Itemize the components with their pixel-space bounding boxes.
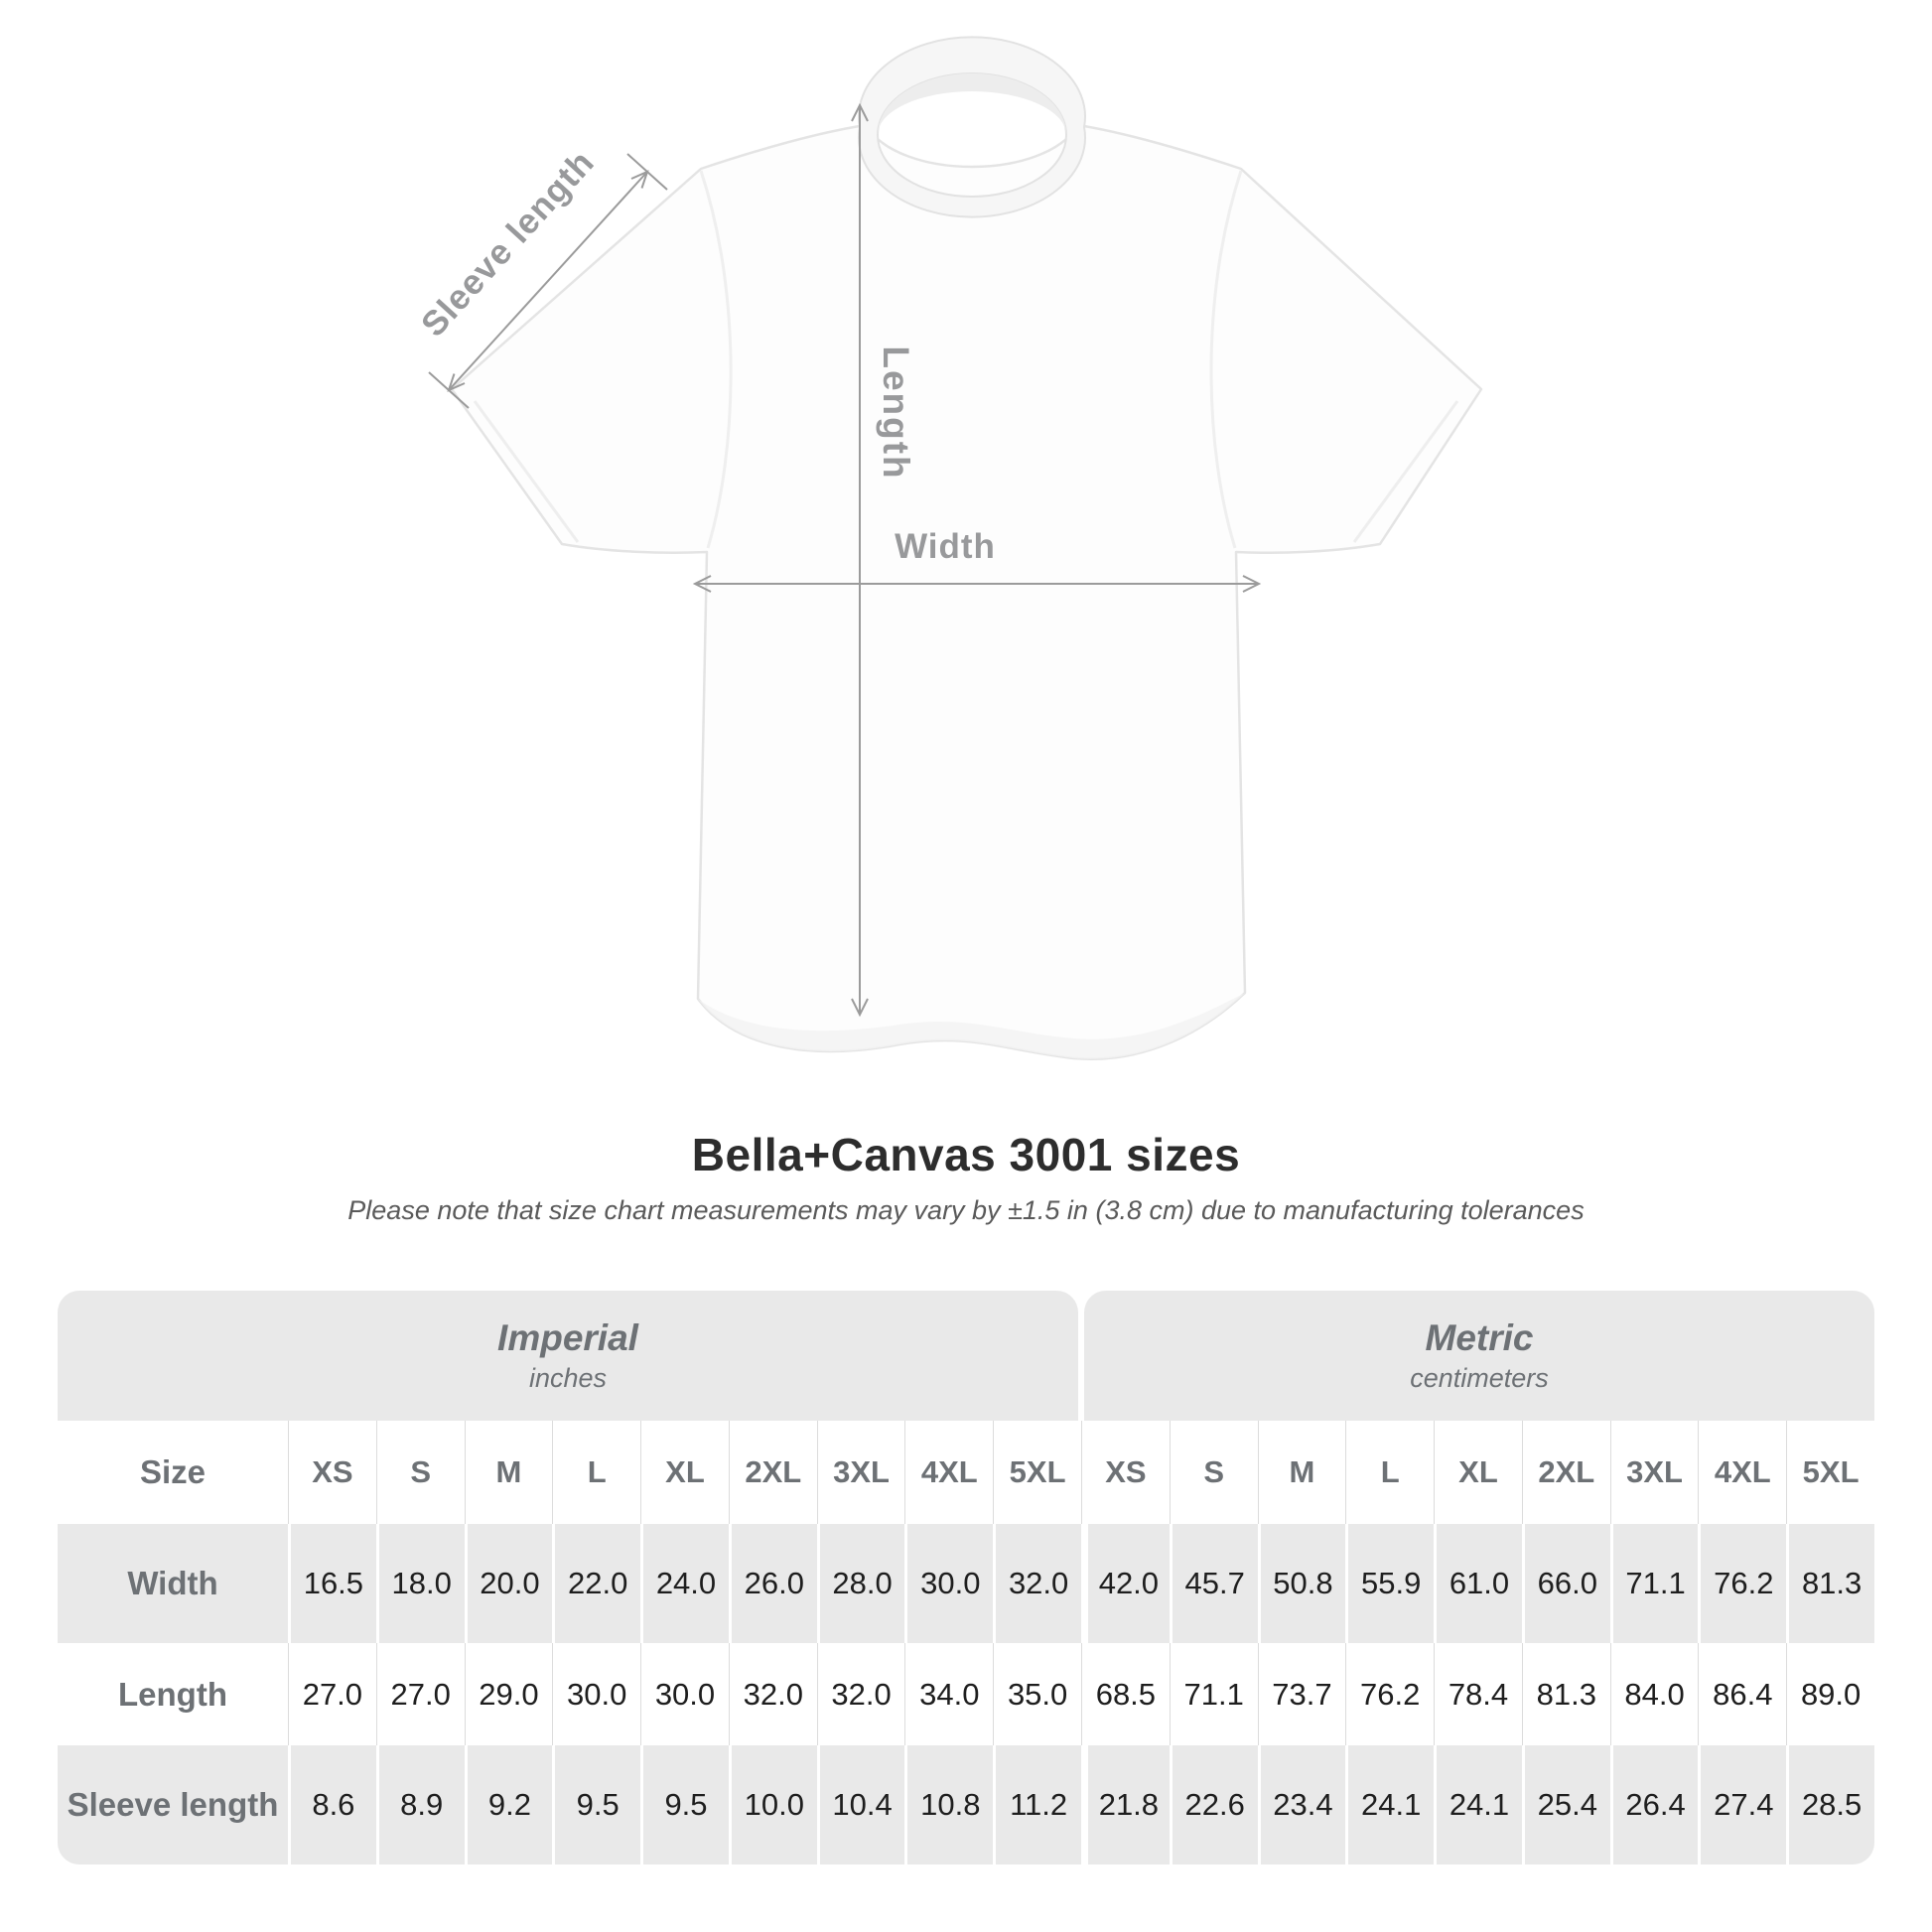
width-value-cell: 42.0 [1081,1524,1170,1643]
width-value-cell: 66.0 [1522,1524,1610,1643]
sleeve-value-cell: 22.6 [1170,1745,1258,1864]
sleeve-value-cell: 24.1 [1434,1745,1522,1864]
width-value-cell: 76.2 [1698,1524,1786,1643]
size-table [58,1291,1874,1864]
length-label: Length [876,345,916,481]
sleeve-value-cell: 8.6 [288,1745,376,1864]
sleeve-value-cell: 8.9 [376,1745,465,1864]
sleeve-value-cell: 28.5 [1786,1745,1874,1864]
width-value-cell: 28.0 [817,1524,905,1643]
length-value-cell: 76.2 [1345,1643,1434,1745]
width-value-cell: 61.0 [1434,1524,1522,1643]
sleeve-value-cell: 9.2 [465,1745,553,1864]
length-value-cell: 73.7 [1258,1643,1346,1745]
sleeve-value-cell: 9.5 [552,1745,640,1864]
sleeve-value-cell: 9.5 [640,1745,729,1864]
length-value-cell: 89.0 [1786,1643,1874,1745]
metric-section-title: Metric [1425,1317,1534,1358]
size-header-cell: S [376,1421,465,1524]
sleeve-value-cell: 26.4 [1610,1745,1699,1864]
sleeve-row-label: Sleeve length [58,1745,288,1864]
sleeve-value-cell: 10.4 [817,1745,905,1864]
length-value-cell: 86.4 [1698,1643,1786,1745]
sleeve-value-cell: 23.4 [1258,1745,1346,1864]
size-header-cell: 4XL [1698,1421,1786,1524]
sleeve-value-cell: 10.8 [904,1745,993,1864]
size-header-cell: S [1170,1421,1258,1524]
size-header-cell: L [1345,1421,1434,1524]
sleeve-value-cell: 21.8 [1081,1745,1170,1864]
size-header-cell: 5XL [1786,1421,1874,1524]
tolerance-note: Please note that size chart measurements may vary by ±1.5 in (3.8 cm) due to manufacturing tolerances [347,1195,1585,1225]
size-header-cell: XL [640,1421,729,1524]
size-header-cell: M [1258,1421,1346,1524]
width-value-cell: 45.7 [1170,1524,1258,1643]
length-value-cell: 78.4 [1434,1643,1522,1745]
length-value-cell: 32.0 [817,1643,905,1745]
sleeve-value-cell: 27.4 [1698,1745,1786,1864]
length-value-cell: 84.0 [1610,1643,1699,1745]
width-value-cell: 18.0 [376,1524,465,1643]
size-header-cell: XL [1434,1421,1522,1524]
size-header-cell: XS [1081,1421,1170,1524]
length-value-cell: 29.0 [465,1643,553,1745]
width-value-cell: 30.0 [904,1524,993,1643]
tshirt-body [452,125,1481,1059]
size-header-cell: 4XL [904,1421,993,1524]
sleeve-value-cell: 10.0 [729,1745,817,1864]
metric-section-header [1084,1291,1874,1421]
page-title: Bella+Canvas 3001 sizes [691,1129,1241,1180]
sleeve-value-cell: 25.4 [1522,1745,1610,1864]
sleeve-value-cell: 11.2 [993,1745,1081,1864]
sleeve-value-cell: 24.1 [1345,1745,1434,1864]
imperial-section-title: Imperial [497,1317,638,1358]
width-value-cell: 32.0 [993,1524,1081,1643]
length-value-cell: 71.1 [1170,1643,1258,1745]
size-header-cell: 2XL [1522,1421,1610,1524]
length-value-cell: 27.0 [376,1643,465,1745]
size-header-cell: XS [288,1421,376,1524]
imperial-section-unit: inches [528,1363,608,1393]
length-value-cell: 30.0 [552,1643,640,1745]
width-value-cell: 16.5 [288,1524,376,1643]
size-header-cell: M [465,1421,553,1524]
size-header-cell: 5XL [993,1421,1081,1524]
length-value-cell: 35.0 [993,1643,1081,1745]
width-value-cell: 71.1 [1610,1524,1699,1643]
length-value-cell: 32.0 [729,1643,817,1745]
width-value-cell: 55.9 [1345,1524,1434,1643]
length-value-cell: 30.0 [640,1643,729,1745]
length-value-cell: 81.3 [1522,1643,1610,1745]
size-header-cell: 2XL [729,1421,817,1524]
width-label: Width [895,527,996,566]
size-header-cell: 3XL [817,1421,905,1524]
width-value-cell: 81.3 [1786,1524,1874,1643]
width-value-cell: 50.8 [1258,1524,1346,1643]
width-value-cell: 26.0 [729,1524,817,1643]
imperial-section-header [58,1291,1078,1421]
length-value-cell: 34.0 [904,1643,993,1745]
metric-section-unit: centimeters [1410,1363,1549,1393]
size-header-cell: L [552,1421,640,1524]
width-value-cell: 22.0 [552,1524,640,1643]
length-value-cell: 68.5 [1081,1643,1170,1745]
width-row-label: Width [58,1524,288,1643]
width-value-cell: 24.0 [640,1524,729,1643]
length-row-label: Length [58,1643,288,1745]
length-value-cell: 27.0 [288,1643,376,1745]
sleeve-length-label: Sleeve length [413,142,603,345]
size-column-header: Size [58,1421,288,1524]
size-header-cell: 3XL [1610,1421,1699,1524]
width-value-cell: 20.0 [465,1524,553,1643]
